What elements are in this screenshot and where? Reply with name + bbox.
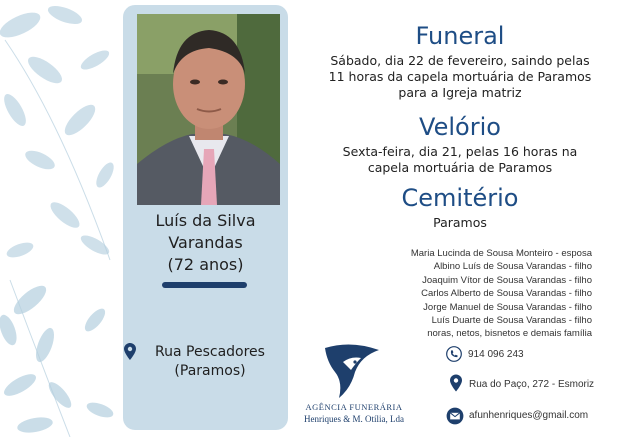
name-line-1: Luís da Silva <box>155 211 256 230</box>
map-pin-icon <box>124 343 136 360</box>
family-member: Carlos Alberto de Sousa Varandas - filho <box>421 288 592 300</box>
family-member: Albino Luís de Sousa Varandas - filho <box>433 261 592 273</box>
address-line-1: Rua Pescadores <box>155 344 265 360</box>
phone-icon <box>446 346 462 362</box>
family-member: Luís Duarte de Sousa Varandas - filho <box>431 315 592 327</box>
velorio-line: capela mortuária de Paramos <box>367 160 553 175</box>
cemiterio-place: Paramos <box>433 215 487 230</box>
agency-name: Henriques & M. Otília, Lda <box>304 414 404 424</box>
family-member: Joaquim Vítor de Sousa Varandas - filho <box>422 274 592 286</box>
email-link[interactable]: afunhenriques@gmail.com <box>469 410 589 421</box>
cemiterio-title: Cemitério <box>401 184 519 212</box>
agency-address: Rua do Paço, 272 - Esmoriz <box>469 379 595 390</box>
funeral-line: para a Igreja matriz <box>398 85 522 100</box>
deceased-address <box>140 343 280 381</box>
family-member: Maria Lucinda de Sousa Monteiro - esposa <box>410 248 592 259</box>
map-pin-icon <box>450 374 462 392</box>
velorio-details <box>300 144 620 176</box>
name-line-2: Varandas <box>168 233 243 252</box>
family-member: noras, netos, bisnetos e demais família <box>427 328 592 340</box>
funeral-details <box>300 53 620 101</box>
funeral-line: 11 horas da capela mortuária de Paramos <box>328 69 592 84</box>
name-divider <box>162 282 247 288</box>
family-list <box>380 247 592 341</box>
leaves-decoration <box>0 0 140 437</box>
velorio-title: Velório <box>419 113 501 141</box>
velorio-line: Sexta-feira, dia 21, pelas 16 horas na <box>342 144 578 159</box>
address-line-2: (Paramos) <box>174 363 246 379</box>
envelope-icon <box>446 407 464 425</box>
funeral-title: Funeral <box>415 22 505 50</box>
dove-icon <box>321 342 383 400</box>
deceased-name <box>123 210 288 276</box>
agency-title: AGÊNCIA FUNERÁRIA <box>305 402 403 412</box>
deceased-age: (72 anos) <box>167 255 244 274</box>
phone-link[interactable]: 914 096 243 <box>468 349 524 360</box>
deceased-photo <box>137 14 280 205</box>
funeral-line: Sábado, dia 22 de fevereiro, saindo pelas <box>330 53 590 68</box>
family-member: Jorge Manuel de Sousa Varandas - filho <box>423 301 592 313</box>
